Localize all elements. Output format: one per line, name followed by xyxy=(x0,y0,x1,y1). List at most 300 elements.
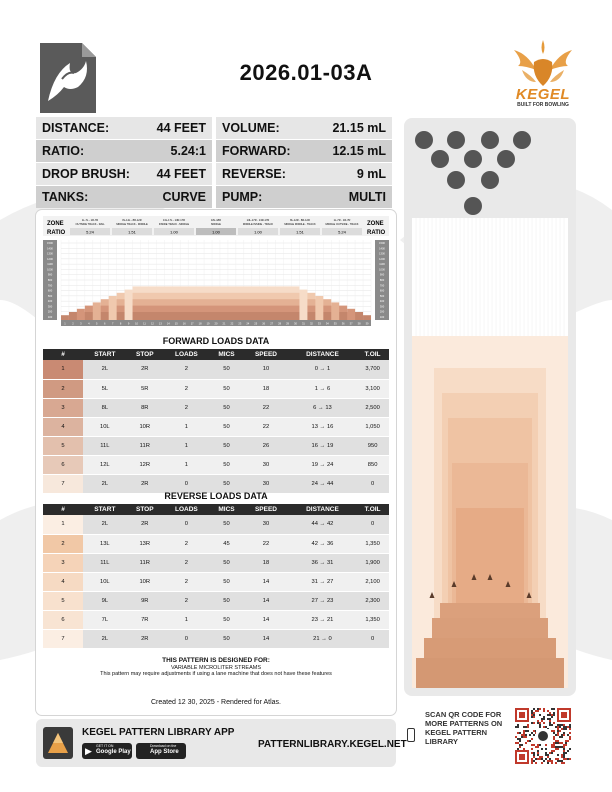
reverse-loads-table xyxy=(43,504,389,649)
table-row xyxy=(43,591,389,610)
qr-module xyxy=(561,756,563,758)
x-tick-label: 4 xyxy=(88,322,90,326)
table-cell: 5R xyxy=(127,379,163,398)
y-tick-label: 1200 xyxy=(47,257,53,261)
qr-module xyxy=(545,752,547,754)
table-cell: 1 xyxy=(163,610,210,629)
qr-module xyxy=(565,752,567,754)
table-row xyxy=(43,360,389,379)
qr-module xyxy=(533,734,535,736)
qr-module xyxy=(557,758,559,760)
pattern-library-url[interactable]: PATTERNLIBRARY.KEGEL.NET xyxy=(258,739,407,750)
qr-module xyxy=(567,726,569,728)
qr-module xyxy=(561,712,567,718)
qr-module xyxy=(559,746,561,748)
qr-module xyxy=(521,736,523,738)
x-tick-label: 13 xyxy=(158,322,162,326)
table-cell: 36 → 31 xyxy=(289,553,356,572)
stat-label: TANKS: xyxy=(42,190,89,204)
stat-cell xyxy=(36,140,212,162)
qr-module xyxy=(531,752,533,754)
table-cell: 2 xyxy=(163,360,210,379)
table-cell: 0 xyxy=(356,629,389,648)
x-tick-label: 9 xyxy=(127,322,130,326)
table-cell: 30 xyxy=(243,515,288,534)
stat-row xyxy=(36,186,396,208)
y-tick-label: 1500 xyxy=(379,242,385,245)
qr-module xyxy=(529,734,531,736)
qr-module xyxy=(519,712,525,718)
table-cell: 2L xyxy=(83,515,127,534)
y-tick-label: 300 xyxy=(47,305,53,309)
y-tick-label: 700 xyxy=(379,284,385,288)
qr-code-icon[interactable] xyxy=(513,706,573,766)
table-cell: 50 xyxy=(210,572,243,591)
table-cell: 22 xyxy=(243,398,288,417)
qr-module xyxy=(559,724,561,726)
table-cell: 11R xyxy=(127,553,163,572)
stat-row xyxy=(36,163,396,185)
zone-desc: MIDDLE xyxy=(211,223,221,226)
qr-module xyxy=(531,722,533,724)
qr-module xyxy=(519,732,521,734)
table-cell: 0 → 1 xyxy=(289,360,356,379)
table-cell: 50 xyxy=(210,436,243,455)
stat-value: 5.24:1 xyxy=(170,144,206,158)
x-tick-label: 7 xyxy=(111,322,114,326)
qr-module xyxy=(541,748,543,750)
qr-module xyxy=(539,744,541,746)
qr-module xyxy=(545,758,547,760)
load-number-cell: 7 xyxy=(43,629,83,648)
column-header: T.OIL xyxy=(356,504,389,515)
zone-boards: 8L-12R - 8R-12R xyxy=(290,219,310,222)
zone-ratio-value: 1.51 xyxy=(296,229,304,235)
qr-module xyxy=(537,710,539,712)
x-tick-label: 32 xyxy=(309,322,313,326)
oil-graph xyxy=(43,216,389,328)
table-cell: 2R xyxy=(127,474,163,493)
table-cell: 2,500 xyxy=(356,398,389,417)
y-tick-label: 500 xyxy=(379,294,385,298)
qr-module xyxy=(557,746,559,748)
qr-module xyxy=(563,754,565,756)
qr-module xyxy=(557,740,559,742)
qr-module xyxy=(525,736,527,738)
qr-module xyxy=(553,732,555,734)
table-cell: 50 xyxy=(210,629,243,648)
load-number-cell: 2 xyxy=(43,379,83,398)
qr-module xyxy=(567,758,569,760)
pattern-stats xyxy=(36,117,396,209)
y-tick-label: 900 xyxy=(47,273,53,277)
reverse-loads-title: REVERSE LOADS DATA xyxy=(164,491,268,501)
y-tick-label: 800 xyxy=(47,279,53,282)
qr-module xyxy=(517,726,519,728)
stat-label: DISTANCE: xyxy=(42,121,110,135)
pin-icon xyxy=(464,197,482,215)
stat-value: 9 mL xyxy=(356,167,386,181)
table-cell: 5L xyxy=(83,379,127,398)
qr-module xyxy=(555,740,557,742)
qr-module xyxy=(539,722,541,724)
zone-boards: 13L-17R - 13R-17R xyxy=(246,219,270,222)
qr-module xyxy=(553,750,555,752)
stat-value: CURVE xyxy=(162,190,206,204)
table-cell: 0 xyxy=(163,474,210,493)
pattern-document-icon xyxy=(40,43,96,113)
y-tick-label: 1100 xyxy=(47,263,53,267)
table-cell: 2R xyxy=(127,515,163,534)
qr-module xyxy=(531,716,533,718)
qr-module xyxy=(547,710,549,712)
x-tick-label: 22 xyxy=(230,322,234,326)
qr-module xyxy=(531,738,533,740)
zone-desc: MIDDLE OUTSIDE - TRACK xyxy=(325,223,359,226)
table-cell: 50 xyxy=(210,455,243,474)
table-cell: 1 xyxy=(163,436,210,455)
stat-cell xyxy=(36,163,212,185)
column-header: LOADS xyxy=(163,504,210,515)
table-cell: 13 → 16 xyxy=(289,417,356,436)
pin-icon xyxy=(447,131,465,149)
qr-module xyxy=(527,740,529,742)
qr-module xyxy=(551,724,553,726)
qr-module xyxy=(563,728,565,730)
table-cell: 24 → 44 xyxy=(289,474,356,493)
qr-module xyxy=(549,712,551,714)
qr-module xyxy=(525,730,527,732)
qr-module xyxy=(563,734,565,736)
qr-module xyxy=(533,760,535,762)
qr-module xyxy=(553,730,555,732)
qr-module xyxy=(559,730,561,732)
table-cell: 50 xyxy=(210,591,243,610)
qr-module xyxy=(525,742,527,744)
table-cell: 26 xyxy=(243,436,288,455)
qr-module xyxy=(557,748,559,750)
stat-value: 12.15 mL xyxy=(332,144,386,158)
qr-module xyxy=(527,730,529,732)
qr-module xyxy=(537,722,539,724)
x-tick-label: 35 xyxy=(333,322,337,326)
qr-module xyxy=(559,760,561,762)
stat-label: DROP BRUSH: xyxy=(42,167,130,181)
x-tick-label: 23 xyxy=(238,322,242,326)
x-tick-label: 2 xyxy=(72,322,74,326)
table-cell: 8L xyxy=(83,398,127,417)
table-cell: 11L xyxy=(83,436,127,455)
qr-module xyxy=(567,740,569,742)
qr-module xyxy=(517,732,519,734)
table-cell: 2 xyxy=(163,379,210,398)
qr-module xyxy=(535,758,537,760)
oil-profile-step xyxy=(109,296,117,320)
qr-module xyxy=(563,732,565,734)
forward-loads-title: FORWARD LOADS DATA xyxy=(162,336,270,346)
qr-module xyxy=(541,762,543,764)
pattern-title: 2026.01-03A xyxy=(239,60,373,85)
google-play-button[interactable] xyxy=(82,743,132,759)
table-cell: 2R xyxy=(127,629,163,648)
table-cell: 1,350 xyxy=(356,534,389,553)
stat-value: 44 FEET xyxy=(156,167,206,181)
y-tick-label: 1000 xyxy=(47,268,53,272)
load-number-cell: 7 xyxy=(43,474,83,493)
qr-module xyxy=(551,760,553,762)
table-cell: 7R xyxy=(127,610,163,629)
column-header: SPEED xyxy=(243,504,288,515)
zone-ratio-value: 1.00 xyxy=(254,229,262,235)
table-cell: 0 xyxy=(163,629,210,648)
table-row xyxy=(43,379,389,398)
qr-module xyxy=(521,744,523,746)
zone-desc: INSIDE TRACK - MIDDLE xyxy=(158,223,190,226)
table-cell: 0 xyxy=(356,515,389,534)
qr-module xyxy=(553,712,555,714)
y-tick-label: 100 xyxy=(379,316,385,319)
qr-module xyxy=(531,748,533,750)
zone-boards: 1L-7R - 1R-7R xyxy=(333,219,351,222)
table-cell: 3,700 xyxy=(356,360,389,379)
load-number-cell: 4 xyxy=(43,572,83,591)
qr-module xyxy=(533,716,535,718)
column-header: STOP xyxy=(127,349,163,360)
column-header: T.OIL xyxy=(356,349,389,360)
app-pyramid-icon xyxy=(43,727,73,759)
load-number-cell: 1 xyxy=(43,360,83,379)
qr-module xyxy=(549,752,551,754)
qr-module xyxy=(525,726,527,728)
y-tick-label: 100 xyxy=(47,316,53,319)
qr-module xyxy=(531,760,533,762)
qr-module xyxy=(561,728,563,730)
stat-cell xyxy=(36,186,212,208)
qr-module xyxy=(519,744,521,746)
table-cell: 11L xyxy=(83,553,127,572)
table-cell: 10L xyxy=(83,417,127,436)
table-cell: 50 xyxy=(210,515,243,534)
x-tick-label: 33 xyxy=(317,322,321,326)
table-cell: 14 xyxy=(243,572,288,591)
qr-module xyxy=(551,744,553,746)
qr-module xyxy=(569,748,571,750)
stat-label: VOLUME: xyxy=(222,121,280,135)
table-row xyxy=(43,610,389,629)
table-cell: 9L xyxy=(83,591,127,610)
table-cell: 50 xyxy=(210,474,243,493)
qr-module xyxy=(567,750,569,752)
qr-module xyxy=(531,758,533,760)
table-cell: 13L xyxy=(83,534,127,553)
created-line: Created 12 30, 2025 - Rendered for Atlas. xyxy=(151,699,281,706)
stat-cell xyxy=(216,186,392,208)
qr-module xyxy=(561,762,563,764)
qr-module xyxy=(545,748,547,750)
stat-cell xyxy=(216,117,392,139)
qr-module xyxy=(569,758,571,760)
qr-module xyxy=(553,722,555,724)
qr-module xyxy=(561,736,563,738)
stat-row xyxy=(36,140,396,162)
zone-ratio-value: 5.24 xyxy=(86,229,94,235)
qr-module xyxy=(539,714,541,716)
table-cell: 2L xyxy=(83,474,127,493)
table-cell: 2 xyxy=(163,398,210,417)
qr-module xyxy=(531,712,533,714)
x-tick-label: 38 xyxy=(357,322,361,326)
qr-module xyxy=(541,758,543,760)
x-tick-label: 25 xyxy=(254,322,258,326)
designed-for-item: VARIABLE MICROLITER STREAMS xyxy=(170,665,262,671)
qr-module xyxy=(547,754,549,756)
google-play-icon: ▶ xyxy=(85,746,92,756)
table-cell: 6 → 13 xyxy=(289,398,356,417)
qr-module xyxy=(525,734,527,736)
qr-module xyxy=(523,726,525,728)
oil-core-shape xyxy=(416,658,564,688)
kegel-tagline: BUILT FOR BOWLING xyxy=(517,102,569,108)
qr-module xyxy=(561,746,563,748)
y-tick-label: 400 xyxy=(47,300,53,304)
y-tick-label: 500 xyxy=(47,294,53,298)
qr-module xyxy=(533,754,535,756)
qr-module xyxy=(539,724,541,726)
qr-module xyxy=(547,714,549,716)
qr-module xyxy=(565,726,567,728)
qr-module xyxy=(543,760,545,762)
y-tick-label: 1300 xyxy=(47,252,53,256)
qr-module xyxy=(523,730,525,732)
app-store-button[interactable] xyxy=(136,743,186,759)
load-number-cell: 3 xyxy=(43,398,83,417)
qr-module xyxy=(553,738,555,740)
oil-profile-step xyxy=(61,315,69,320)
table-cell: 50 xyxy=(210,417,243,436)
table-cell: 9R xyxy=(127,591,163,610)
zone-desc: MIDDLE INSIDE - TRACK xyxy=(242,223,274,226)
table-row xyxy=(43,629,389,648)
table-cell: 1 xyxy=(163,455,210,474)
pin-icon xyxy=(447,171,465,189)
qr-module xyxy=(547,762,549,764)
column-header: DISTANCE xyxy=(289,504,356,515)
x-tick-label: 28 xyxy=(278,322,282,326)
qr-module xyxy=(557,728,559,730)
qr-module xyxy=(519,738,521,740)
qr-module xyxy=(539,758,541,760)
lane-graph-panel xyxy=(404,118,576,696)
qr-module xyxy=(551,716,553,718)
table-row xyxy=(43,515,389,534)
app-store-label: App Store xyxy=(150,749,179,755)
y-tick-label: 700 xyxy=(47,284,53,288)
app-footer xyxy=(36,719,407,767)
y-tick-label: 1500 xyxy=(47,242,53,245)
table-cell: 1,350 xyxy=(356,610,389,629)
table-cell: 22 xyxy=(243,534,288,553)
qr-module xyxy=(569,728,571,730)
table-cell: 0 xyxy=(356,474,389,493)
qr-module xyxy=(529,740,531,742)
y-tick-label: 400 xyxy=(379,300,385,304)
qr-module xyxy=(557,730,559,732)
qr-module xyxy=(557,726,559,728)
qr-module xyxy=(537,744,539,746)
load-number-cell: 1 xyxy=(43,515,83,534)
column-header: # xyxy=(43,349,83,360)
y-tick-label: 1100 xyxy=(379,263,385,267)
qr-module xyxy=(551,714,553,716)
app-title: KEGEL PATTERN LIBRARY APP xyxy=(82,727,235,738)
qr-module xyxy=(545,744,547,746)
qr-module xyxy=(515,726,517,728)
qr-module xyxy=(561,742,563,744)
forward-loads-section xyxy=(43,336,389,494)
x-tick-label: 12 xyxy=(150,322,154,326)
qr-module xyxy=(549,714,551,716)
load-number-cell: 2 xyxy=(43,534,83,553)
table-cell: 950 xyxy=(356,436,389,455)
qr-module xyxy=(557,742,559,744)
oil-profile-step xyxy=(125,290,133,320)
table-cell: 14 xyxy=(243,591,288,610)
table-cell: 21 → 0 xyxy=(289,629,356,648)
load-number-cell: 5 xyxy=(43,591,83,610)
oil-profile-step xyxy=(315,296,323,320)
kegel-eagle-logo-icon xyxy=(510,36,576,110)
qr-module xyxy=(569,738,571,740)
qr-module xyxy=(533,714,535,716)
zone-desc: MIDDLE TRACK - MIDDLE xyxy=(116,223,148,226)
table-cell: 7L xyxy=(83,610,127,629)
y-tick-label: 600 xyxy=(47,289,53,293)
qr-module xyxy=(527,726,529,728)
table-row xyxy=(43,534,389,553)
qr-module xyxy=(555,748,557,750)
y-tick-label: 1400 xyxy=(379,247,385,251)
pin-icon xyxy=(481,171,499,189)
table-cell: 1,050 xyxy=(356,417,389,436)
table-cell: 1 → 6 xyxy=(289,379,356,398)
table-cell: 0 xyxy=(163,515,210,534)
qr-module xyxy=(545,754,547,756)
table-cell: 2L xyxy=(83,629,127,648)
table-row xyxy=(43,553,389,572)
pin-icon xyxy=(481,131,499,149)
column-header: LOADS xyxy=(163,349,210,360)
reverse-loads-section xyxy=(43,491,389,649)
qr-module xyxy=(535,762,537,764)
x-tick-label: 29 xyxy=(286,322,289,326)
x-tick-label: 1 xyxy=(64,322,66,326)
x-tick-label: 37 xyxy=(349,322,353,326)
table-cell: 3,100 xyxy=(356,379,389,398)
x-tick-label: 3 xyxy=(80,322,82,326)
x-tick-label: 20 xyxy=(214,322,218,326)
table-cell: 50 xyxy=(210,553,243,572)
qr-module xyxy=(517,738,519,740)
column-header: START xyxy=(83,349,127,360)
qr-module xyxy=(531,710,533,712)
designed-for-disclaimer: This pattern may require adjustments if using a lane machine that does not have these features xyxy=(100,671,332,677)
qr-module xyxy=(565,758,567,760)
qr-module xyxy=(533,712,535,714)
column-header: MICS xyxy=(210,349,243,360)
x-tick-label: 6 xyxy=(103,322,106,326)
kegel-wordmark: KEGEL xyxy=(515,86,571,103)
table-cell: 22 xyxy=(243,417,288,436)
